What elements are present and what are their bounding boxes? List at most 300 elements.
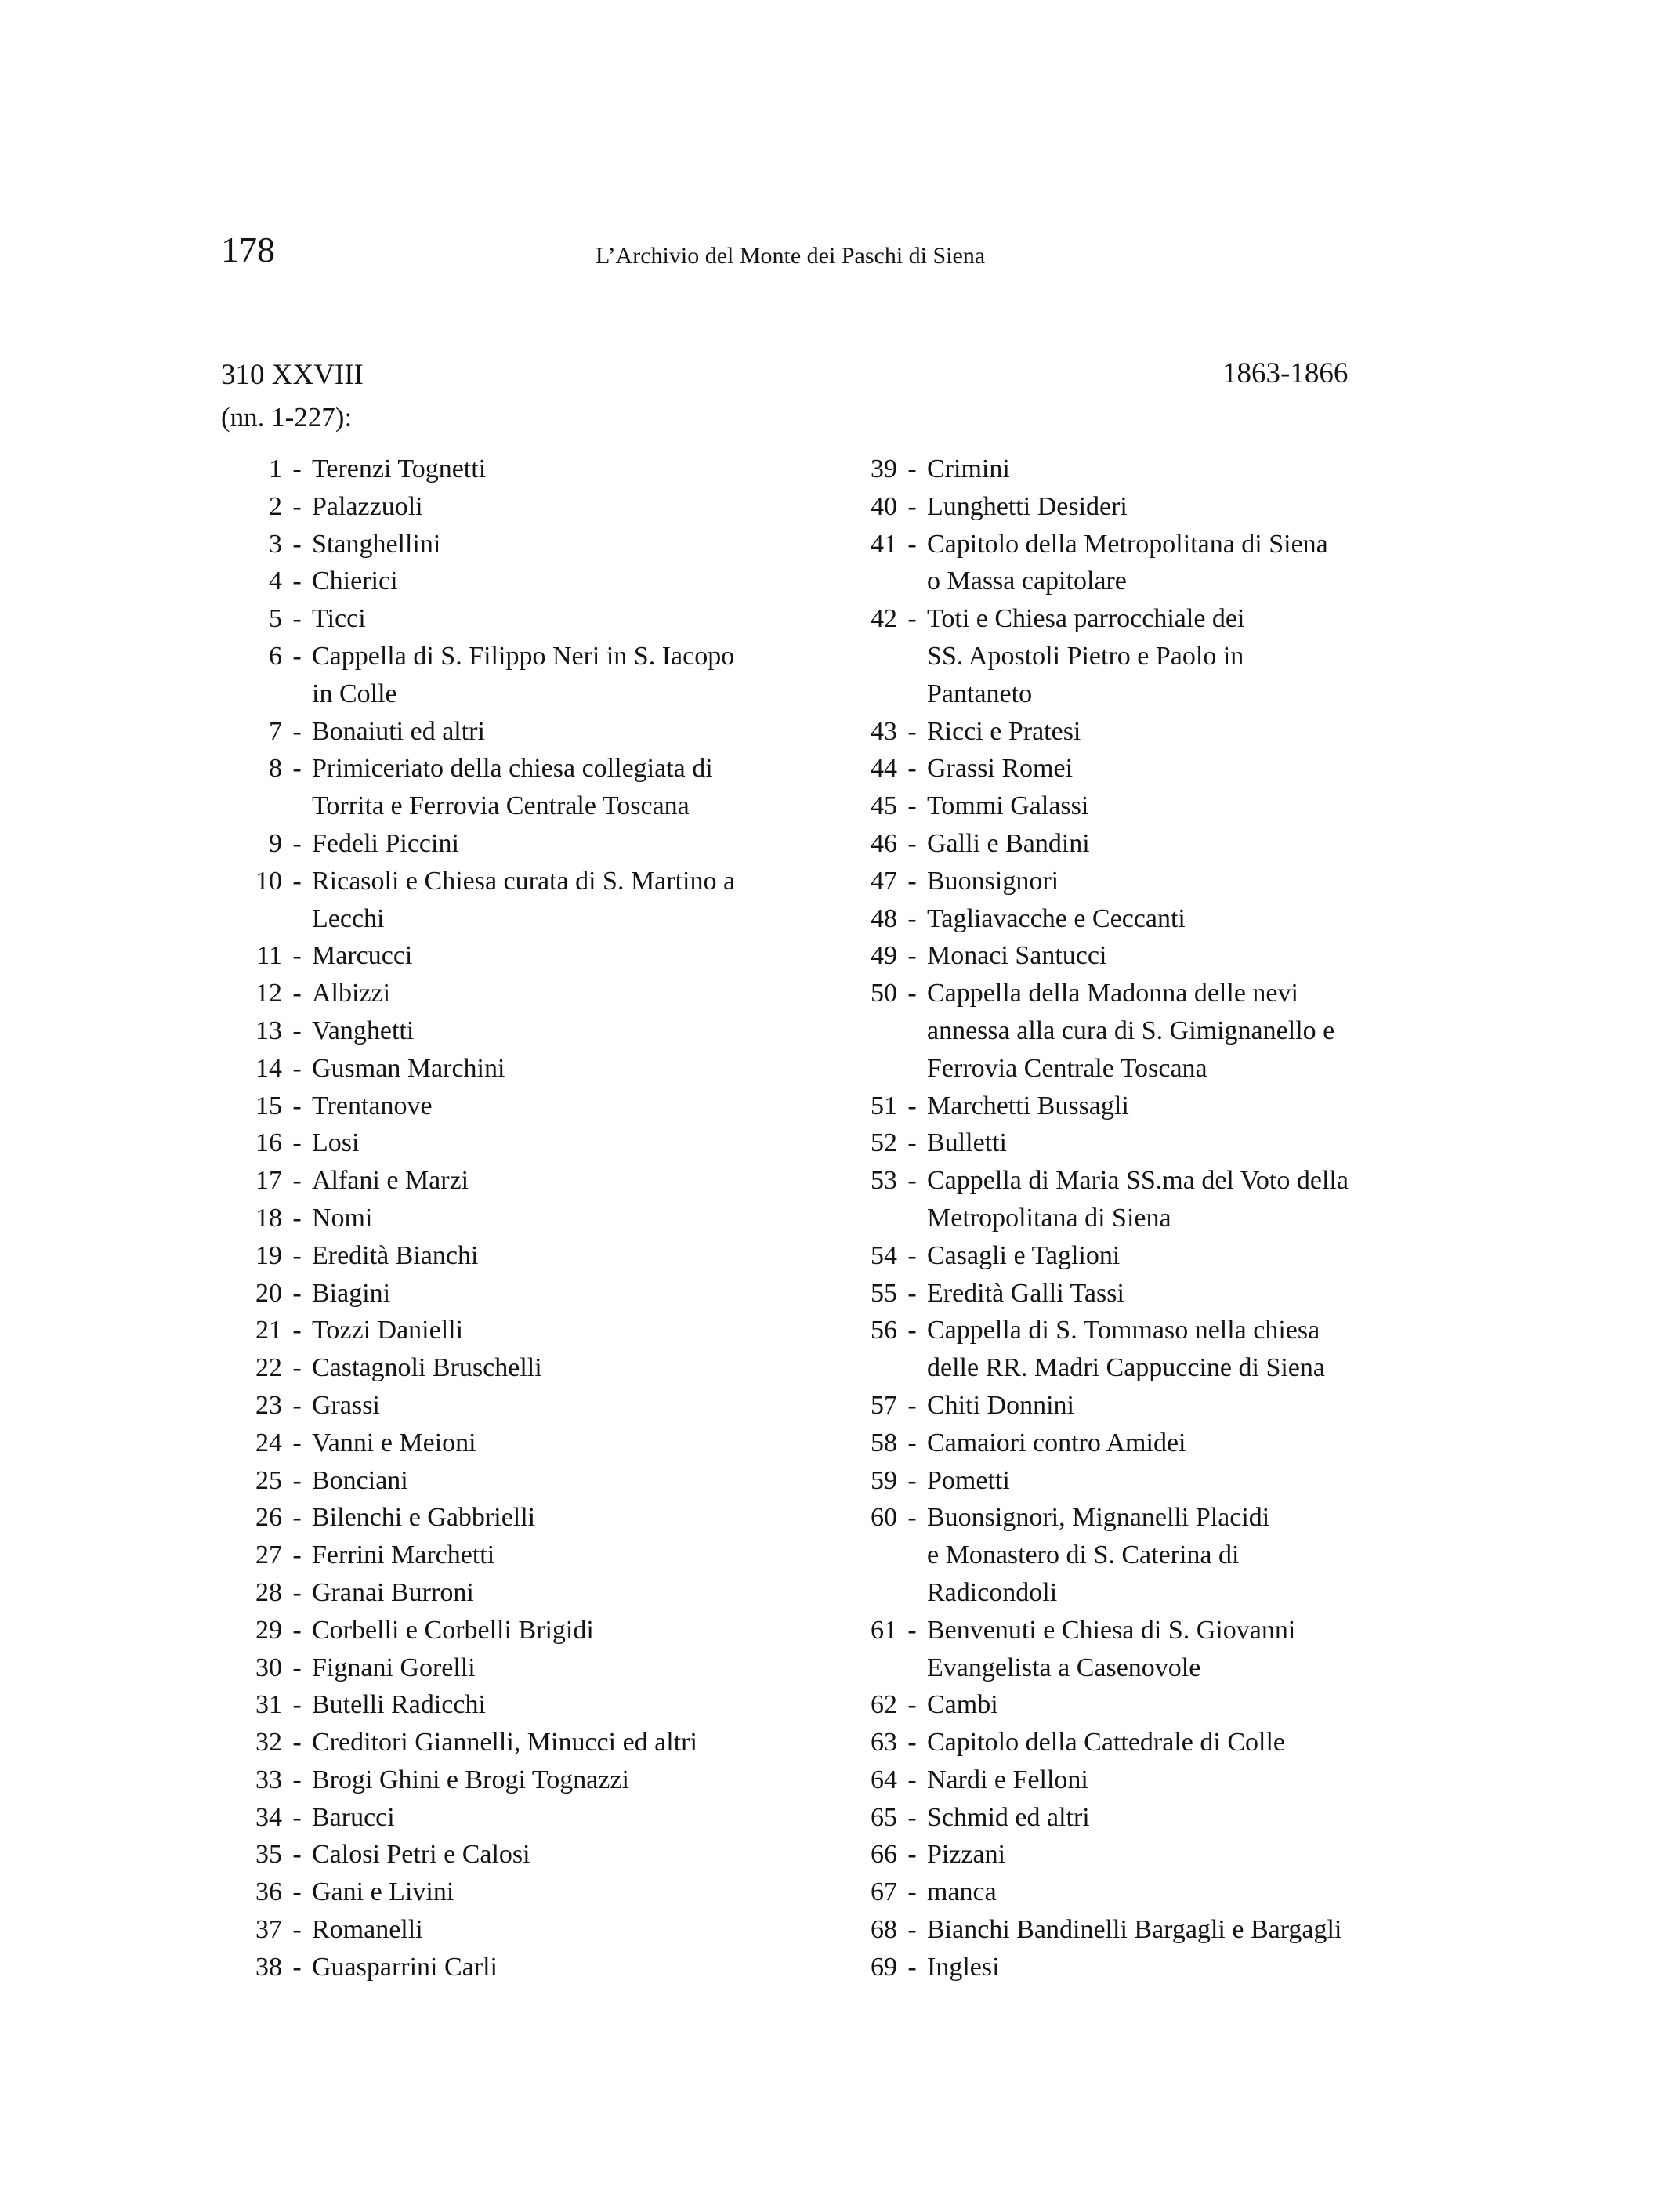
list-item [221,638,816,713]
entry-separator: - [907,1091,917,1121]
list-item [221,1349,816,1387]
entry-text-line: Lecchi [312,903,385,933]
entry-separator: - [292,1541,302,1570]
entry-separator: - [292,1690,302,1720]
page-number: 178 [221,230,275,270]
entry-separator: - [907,1728,917,1758]
entry-text-line: Biagini [312,1278,391,1308]
entry-text [312,1612,816,1649]
entry-number: 47 [871,866,897,896]
entry-separator: - [907,716,917,746]
entry-text [927,1275,1407,1312]
entry-text [312,1649,816,1687]
entry-text [312,1349,816,1387]
list-item [221,600,816,638]
list-item [221,1499,816,1537]
list-item [842,1425,1407,1462]
entry-number: 50 [871,979,897,1008]
list-item [221,975,816,1012]
entry-number: 24 [255,1428,282,1457]
list-item [221,1124,816,1162]
entry-number: 52 [871,1128,897,1158]
entry-text [312,937,816,975]
entry-text-line: Marcucci [312,941,413,971]
entry-number: 67 [871,1877,897,1907]
entry-text [312,1124,816,1162]
entry-text [927,488,1407,526]
entry-text-line: Chiti Donnini [927,1390,1074,1420]
entry-separator: - [292,716,302,746]
entry-separator: - [292,1091,302,1121]
entry-text-line: Tozzi Danielli [312,1316,464,1345]
entry-separator: - [292,828,302,858]
entry-separator: - [292,1615,302,1645]
list-item [842,1275,1407,1312]
entry-number: 31 [255,1690,282,1720]
entry-text [312,1237,816,1275]
entries-right-column [842,451,1407,1986]
entry-text-line: Buonsignori, Mignanelli Placidi [927,1503,1270,1533]
entry-text [312,825,816,863]
entry-text-line: delle RR. Madri Cappuccine di Siena [927,1353,1325,1383]
entry-text-line: Tagliavacche e Ceccanti [927,903,1186,933]
entry-separator: - [292,1016,302,1045]
entry-number: 17 [255,1166,282,1196]
entry-separator: - [292,1765,302,1794]
entry-separator: - [292,1166,302,1196]
entry-text [927,750,1407,787]
entry-text-line: Creditori Giannelli, Minucci ed altri [312,1728,697,1758]
entry-number: 23 [255,1390,282,1420]
entry-text [312,1574,816,1612]
entry-separator: - [907,1690,917,1720]
entry-separator: - [292,1053,302,1083]
entry-separator: - [292,567,302,596]
list-item [221,1237,816,1275]
entry-text-line: Eredità Galli Tassi [927,1278,1124,1308]
entry-text [312,1162,816,1200]
entry-number: 43 [871,716,897,746]
entry-separator: - [292,641,302,671]
entry-separator: - [907,529,917,559]
list-item [842,825,1407,863]
entry-text-line: Nardi e Felloni [927,1765,1088,1794]
entry-text [312,1537,816,1574]
entry-separator: - [907,791,917,821]
entry-number: 20 [255,1278,282,1308]
entry-text-line: Toti e Chiesa parrocchiale dei [927,604,1245,634]
list-item [221,1686,816,1724]
entry-number: 11 [256,941,282,971]
entry-separator: - [292,1577,302,1607]
entry-number: 42 [871,604,897,634]
entry-separator: - [292,1653,302,1682]
entry-text [312,1012,816,1050]
entry-text-line: manca [927,1877,997,1907]
entry-text-line: e Monastero di S. Caterina di [927,1541,1240,1570]
entry-text [312,1088,816,1125]
entry-number: 1 [269,454,282,483]
list-item [842,1237,1407,1275]
entry-text [927,1949,1407,1986]
entry-separator: - [292,604,302,634]
entry-number: 5 [269,604,282,634]
entry-text [312,1499,816,1537]
list-item [221,713,816,751]
entry-number: 21 [255,1316,282,1345]
entry-text [312,1462,816,1500]
entry-text-line: Ferrini Marchetti [312,1541,495,1570]
entry-number: 55 [871,1278,897,1308]
entry-text [927,787,1407,825]
list-item [842,1686,1407,1724]
entry-number: 30 [255,1653,282,1682]
entry-text [927,1237,1407,1275]
entry-text [927,1724,1407,1761]
entry-text-line: Benvenuti e Chiesa di S. Giovanni [927,1615,1296,1645]
entry-text [927,975,1407,1087]
entry-separator: - [292,1728,302,1758]
list-item [842,975,1407,1087]
entry-text [312,451,816,488]
record-range: (nn. 1-227): [221,402,353,433]
entry-number: 7 [269,716,282,746]
entry-number: 62 [871,1690,897,1720]
entry-text-line: Marchetti Bussagli [927,1091,1129,1121]
entry-text-line: Stanghellini [312,529,441,559]
entry-separator: - [907,491,917,521]
entry-text-line: Tommi Galassi [927,791,1089,821]
entry-text-line: Bonciani [312,1465,408,1495]
entry-text [312,600,816,638]
list-item [842,863,1407,900]
list-item [842,1462,1407,1500]
entry-text-line: Monaci Santucci [927,941,1107,971]
entry-text-line: o Massa capitolare [927,567,1127,596]
entry-separator: - [907,941,917,971]
entry-text [312,638,816,713]
entry-separator: - [907,1240,917,1270]
entry-text-line: Pometti [927,1465,1010,1495]
entry-text-line: Ferrovia Centrale Toscana [927,1053,1208,1083]
entry-text-line: Gusman Marchini [312,1053,505,1083]
entry-text-line: Castagnoli Bruschelli [312,1353,542,1383]
list-item [842,600,1407,712]
entry-text-line: SS. Apostoli Pietro e Paolo in [927,641,1244,671]
entry-number: 35 [255,1840,282,1870]
list-item [842,1088,1407,1125]
entry-text [927,1425,1407,1462]
entry-separator: - [907,1915,917,1945]
entry-text-line: Cappella di S. Tommaso nella chiesa [927,1316,1320,1345]
entry-text-line: Guasparrini Carli [312,1952,498,1982]
entry-separator: - [292,1840,302,1870]
entry-separator: - [292,1503,302,1533]
list-item [842,900,1407,938]
entry-separator: - [907,903,917,933]
entry-text [312,488,816,526]
list-item [221,488,816,526]
entry-number: 37 [255,1915,282,1945]
entry-text [927,1761,1407,1799]
entry-text [927,1686,1407,1724]
entry-text [312,863,816,938]
entry-text [312,526,816,563]
entry-text-line: Grassi Romei [927,754,1074,784]
entry-text [927,600,1407,712]
list-item [221,1874,816,1911]
entry-separator: - [907,1877,917,1907]
entry-text-line: Cambi [927,1690,998,1720]
entry-text-line: Primiceriato della chiesa collegiata di [312,754,713,784]
list-item [221,1949,816,1986]
entry-separator: - [292,1390,302,1420]
list-item [221,451,816,488]
list-item [842,750,1407,787]
list-item [221,1312,816,1349]
entry-text-line: Bonaiuti ed altri [312,716,485,746]
list-item [221,1162,816,1200]
entry-separator: - [292,1353,302,1383]
entry-text [312,713,816,751]
entry-text [927,863,1407,900]
entry-separator: - [292,1802,302,1832]
entry-text [312,1911,816,1949]
entry-text [927,1836,1407,1874]
entry-separator: - [907,1840,917,1870]
entry-text [927,825,1407,863]
entry-text-line: Grassi [312,1390,380,1420]
list-item [221,1649,816,1687]
entry-number: 36 [255,1877,282,1907]
list-item [842,1124,1407,1162]
list-item [842,1911,1407,1949]
entry-number: 44 [871,754,897,784]
entry-number: 66 [871,1840,897,1870]
list-item [842,1724,1407,1761]
entry-number: 34 [255,1802,282,1832]
entry-number: 69 [871,1952,897,1982]
entry-number: 26 [255,1503,282,1533]
entry-separator: - [292,979,302,1008]
entry-number: 61 [871,1615,897,1645]
list-item [221,1387,816,1425]
entry-separator: - [907,1952,917,1982]
entry-text-line: Capitolo della Cattedrale di Colle [927,1728,1285,1758]
entry-separator: - [907,1390,917,1420]
entry-text-line: Palazzuoli [312,491,423,521]
entry-text-line: Radicondoli [927,1577,1058,1607]
entry-separator: - [907,1428,917,1457]
entry-number: 58 [871,1428,897,1457]
entry-number: 27 [255,1541,282,1570]
entry-text [927,1911,1407,1949]
entry-text [927,526,1407,601]
entry-text-line: Terenzi Tognetti [312,454,487,483]
entry-text [312,750,816,825]
list-item [842,1836,1407,1874]
entry-number: 38 [255,1952,282,1982]
entry-number: 9 [269,828,282,858]
entry-text-line: Ricci e Pratesi [927,716,1081,746]
entry-separator: - [907,828,917,858]
entry-number: 28 [255,1577,282,1607]
entry-separator: - [907,1128,917,1158]
entry-separator: - [907,1166,917,1196]
entry-text [927,1874,1407,1911]
entry-text-line: Evangelista a Casenovole [927,1653,1201,1682]
entry-separator: - [292,1128,302,1158]
entry-text-line: Pizzani [927,1840,1006,1870]
entry-separator: - [907,754,917,784]
list-item [842,451,1407,488]
entry-separator: - [292,1240,302,1270]
entry-text-line: Albizzi [312,979,391,1008]
entry-number: 16 [255,1128,282,1158]
entry-separator: - [292,529,302,559]
list-item [842,1874,1407,1911]
entry-text-line: Losi [312,1128,360,1158]
entry-number: 13 [255,1016,282,1045]
entry-separator: - [292,866,302,896]
entry-text-line: Corbelli e Corbelli Brigidi [312,1615,594,1645]
entry-text [312,1761,816,1799]
entry-number: 6 [269,641,282,671]
entry-text-line: Ticci [312,604,366,634]
entry-text [927,1162,1407,1237]
entry-separator: - [907,979,917,1008]
entry-number: 48 [871,903,897,933]
entry-number: 54 [871,1240,897,1270]
entry-number: 60 [871,1503,897,1533]
entry-text-line: Barucci [312,1802,395,1832]
entry-text [312,1724,816,1761]
entry-number: 57 [871,1390,897,1420]
entry-text [312,1686,816,1724]
entry-text [312,1425,816,1462]
entry-separator: - [292,1915,302,1945]
list-item [221,1724,816,1761]
entry-text [312,1874,816,1911]
entry-text-line: Galli e Bandini [927,828,1090,858]
list-item [842,713,1407,751]
entries-left-column [221,451,816,1986]
list-item [842,488,1407,526]
entry-number: 46 [871,828,897,858]
list-item [221,1836,816,1874]
entry-text [312,1050,816,1088]
entry-text-line: Cappella di Maria SS.ma del Voto della [927,1166,1349,1196]
entry-separator: - [907,1278,917,1308]
entry-text-line: Bilenchi e Gabbrielli [312,1503,536,1533]
list-item [221,1537,816,1574]
entry-separator: - [292,491,302,521]
entry-number: 45 [871,791,897,821]
entry-text [312,1836,816,1874]
entry-number: 32 [255,1728,282,1758]
entry-separator: - [907,604,917,634]
entry-text-line: Gani e Livini [312,1877,454,1907]
entry-text-line: Nomi [312,1203,373,1233]
list-item [221,1574,816,1612]
entry-number: 33 [255,1765,282,1794]
entry-text [312,975,816,1012]
entry-number: 68 [871,1915,897,1945]
entry-number: 39 [871,454,897,483]
list-item [221,825,816,863]
entry-text-line: Butelli Radicchi [312,1690,486,1720]
entry-number: 2 [269,491,282,521]
entry-text-line: Granai Burroni [312,1577,474,1607]
entry-text [312,1275,816,1312]
entry-text-line: Bulletti [927,1128,1007,1158]
entry-number: 65 [871,1802,897,1832]
entry-separator: - [907,1765,917,1794]
list-item [221,750,816,825]
record-id: 310 XXVIII [221,359,364,391]
entry-text-line: Fignani Gorelli [312,1653,476,1682]
list-item [842,1312,1407,1387]
entry-separator: - [292,454,302,483]
list-item [221,1088,816,1125]
entry-text-line: Calosi Petri e Calosi [312,1840,530,1870]
entry-text-line: Brogi Ghini e Brogi Tognazzi [312,1765,629,1794]
entry-separator: - [292,1952,302,1982]
entry-text [927,1499,1407,1611]
entry-text [927,1462,1407,1500]
entry-number: 19 [255,1240,282,1270]
entry-separator: - [292,1316,302,1345]
list-item [221,1799,816,1837]
entry-number: 49 [871,941,897,971]
entry-text-line: Inglesi [927,1952,1000,1982]
entry-text [927,1088,1407,1125]
entry-text [927,1124,1407,1162]
entry-number: 3 [269,529,282,559]
entry-number: 64 [871,1765,897,1794]
entry-separator: - [907,454,917,483]
entry-text-line: Capitolo della Metropolitana di Siena [927,529,1328,559]
entry-text-line: Chierici [312,567,398,596]
entry-separator: - [292,1877,302,1907]
entry-text [927,713,1407,751]
entry-text-line: Vanni e Meioni [312,1428,476,1457]
list-item [221,1012,816,1050]
list-item [221,1462,816,1500]
entry-separator: - [292,1465,302,1495]
entry-text-line: Bianchi Bandinelli Bargagli e Bargagli [927,1915,1342,1945]
running-title: L’Archivio del Monte dei Paschi di Siena [596,243,986,269]
entry-number: 12 [255,979,282,1008]
entry-text [312,1949,816,1986]
list-item [221,1761,816,1799]
entry-number: 15 [255,1091,282,1121]
entry-number: 22 [255,1353,282,1383]
entry-text-line: Crimini [927,454,1010,483]
list-item [842,1387,1407,1425]
list-item [842,1499,1407,1611]
list-item [842,1799,1407,1837]
entry-text-line: Alfani e Marzi [312,1166,469,1196]
list-item [221,563,816,600]
entry-separator: - [292,1203,302,1233]
entry-separator: - [907,1316,917,1345]
list-item [842,937,1407,975]
entry-text-line: Schmid ed altri [927,1802,1090,1832]
entry-text-line: Torrita e Ferrovia Centrale Toscana [312,791,690,821]
entry-number: 29 [255,1615,282,1645]
entry-separator: - [292,1428,302,1457]
